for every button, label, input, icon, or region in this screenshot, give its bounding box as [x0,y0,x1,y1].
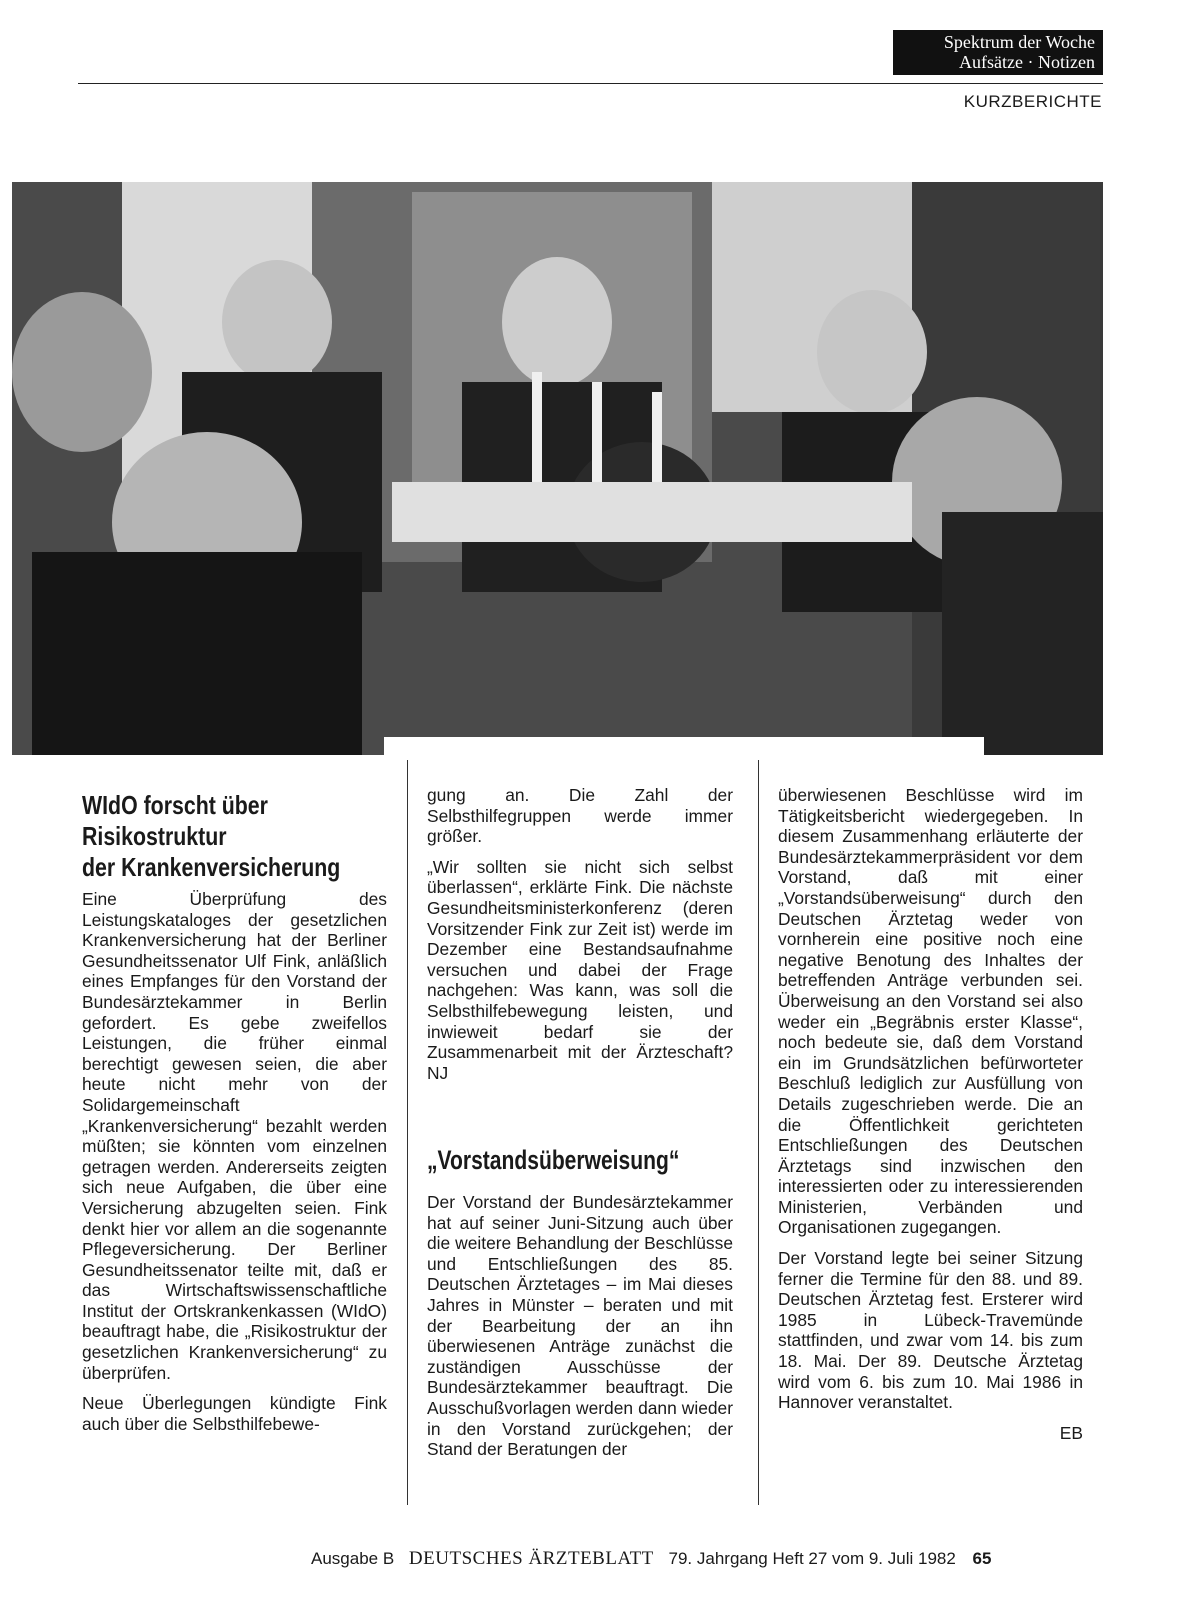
top-rule [78,83,1103,84]
badge-line-2: Aufsätze · Notizen [959,52,1095,72]
article2-paragraph-1: Der Vorstand der Bundesärztekammer hat auf seiner Juni-Sitzung auch über die weitere Behandlung der Beschlüsse und Entschließungen des 85. Deutschen Ärztetages – im Mai dieses Jahres in Münster – beraten und mit der Bearbeitung der an ihn überwiesenen Anträge zunächst die zuständigen Ausschüsse der Bundesärztekammer beauftragt. Die Ausschußvorlagen werden dann wieder in den Vorstand zurückgehen; der Stand der Beratungen der [427,1192,733,1460]
section-badge [893,30,1103,75]
page-footer [311,1548,991,1570]
article1-paragraph-3: gung an. Die Zahl der Selbsthilfegruppen werde immer größer. [427,785,733,847]
footer-issue: 79. Jahrgang Heft 27 vom 9. Juli 1982 [668,1549,956,1568]
column-2 [427,785,733,1093]
photo-illustration [12,182,1103,755]
reception-photo [12,182,1103,755]
headline-line-3: der Krankenversicherung [82,852,341,882]
column-2-lower [427,1192,733,1470]
page-number: 65 [972,1549,992,1568]
article2-paragraph-2: überwiesenen Beschlüsse wird im Tätigkeitsbericht wiedergegeben. In diesem Zusammenhang erläuterte der Bundesärztekammerpräsident vor dem Vorstand, daß mit einer „Vorstandsüberweisung“ durch den Deutschen Ärztetag weder von vornherein eine positive noch eine negative Benotung des Inhaltes der betreffenden Anträge verbunden sei. Überweisung an den Vorstand sei also weder ein „Begräbnis erster Klasse“, noch bedeute sie, daß dem Vorstand ein im Grundsätzlichen befürworteter Beschluß lediglich zur Ausfüllung von Details zugeschrieben werde. Die an die Öffentlichkeit gerichteten Entschließungen des Deutschen Ärztetags sind inzwischen den interessierten oder zu interessierenden Ministerien, Verbänden und Organisationen zugegangen. [778,785,1083,1238]
section-label: KURZBERICHTE [963,92,1102,111]
column-1 [82,889,387,1444]
article-headline [82,790,402,883]
author-initials: EB [1059,1422,1083,1443]
column-3 [778,785,1083,1443]
headline-line-2: Risikostruktur [82,821,227,851]
badge-line-1: Spektrum der Woche [943,32,1095,52]
headline-line-1: WIdO forscht über [82,790,268,820]
footer-edition: Ausgabe B [311,1549,395,1568]
column-divider-2 [758,760,759,1505]
photo-caption [384,737,984,755]
article1-paragraph-4: „Wir sollten sie nicht sich selbst überlassen“, erklärte Fink. Die nächste Gesundheitsministerkonferenz (deren Vorsitzender Fink zur Zeit ist) werde im Dezember eine Bestandsaufnahme versuchen und dabei der Frage nachgehen: Was kann, was soll die Selbsthilfebewegung leisten, und inwieweit bedarf sie der Zusammenarbeit mit der Ärzteschaft? NJ [427,856,733,1083]
article1-paragraph-1: Eine Überprüfung des Leistungskataloges der gesetzlichen Krankenversicherung hat der Berliner Gesundheitssenator Ulf Fink, anläßlich eines Empfanges für den Vorstand der Bundesärztekammer in Berlin gefordert. Es gebe zweifellos Leistungen, die früher einmal berechtigt gewesen seien, die aber heute nicht mehr von der Solidargemeinschaft „Krankenversicherung“ bezahlt werden müßten; sie könnten vom einzelnen getragen werden. Andererseits zeigten sich neue Aufgaben, die über eine Versicherung abzugelten seien. Fink denkt hier vor allem an die sogenannte Pflegeversicherung. Der Berliner Gesundheitssenator teilte mit, daß er das Wirtschaftswissenschaftliche Institut der Ortskrankenkassen (WIdO) beauftragt habe, die „Risikostruktur der gesetzlichen Krankenversicherung“ zu überprüfen. [82,889,387,1383]
column-divider-1 [407,760,408,1505]
article1-paragraph-2: Neue Überlegungen kündigte Fink auch über die Selbsthilfebewe- [82,1393,387,1434]
article2-headline: „Vorstandsüberweisung“ [427,1145,680,1175]
article2-paragraph-3: Der Vorstand legte bei seiner Sitzung ferner die Termine für den 88. und 89. Deutschen Ärztetag fest. Ersterer wird 1985 in Lübeck-Travemünde stattfinden, und zwar vom 14. bis zum 18. Mai. Der 89. Deutsche Ärztetag wird vom 6. bis zum 10. Mai 1986 in Hannover veranstaltet. [778,1248,1083,1413]
footer-journal: DEUTSCHES ÄRZTEBLATT [408,1548,654,1569]
